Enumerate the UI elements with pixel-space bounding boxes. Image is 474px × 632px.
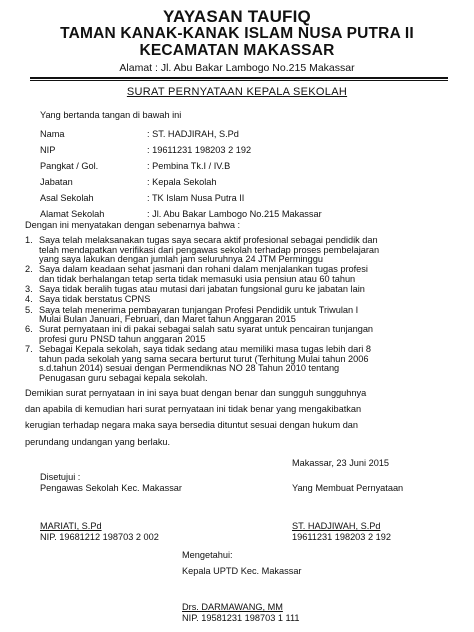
declarant-nip: 19611231 198203 2 192	[292, 532, 391, 542]
closing-line: Demikian surat pernyataan in ini saya buat dengan benar dan sungguh sungguhnya	[25, 388, 367, 398]
field-label-pangkat: Pangkat / Gol.	[40, 161, 99, 171]
supervisor-name: MARIATI, S.Pd	[40, 521, 102, 531]
field-value-jabatan: : Kepala Sekolah	[147, 177, 217, 187]
closing-line: kerugian terhadap negara maka saya bersedia dituntut sesuai dengan hukum dan	[25, 420, 359, 431]
field-label-nama: Nama	[40, 129, 65, 139]
acknowledge-prefix: Mengetahui:	[182, 550, 233, 560]
org-name: YAYASAN TAUFIQ	[163, 7, 311, 26]
list-item-number: 2.	[25, 264, 33, 275]
list-item-number: 3.	[25, 284, 33, 295]
list-item	[25, 236, 445, 265]
letterhead-address: Alamat : Jl. Abu Bakar Lambogo No.215 Makassar	[119, 62, 355, 74]
uptd-head-name: Drs. DARMAWANG, MM	[182, 602, 283, 612]
uptd-head-role: Kepala UPTD Kec. Makassar	[182, 566, 302, 576]
field-value-pangkat: : Pembina Tk.I / IV.B	[147, 161, 231, 171]
field-label-alamat-sekolah: Alamat Sekolah	[40, 209, 105, 219]
field-label-nip: NIP	[40, 145, 56, 155]
list-item	[25, 265, 445, 284]
list-line: s.d.tahun 2014) sesuai dengan Permendiknas NO 28 Tahun 2010 tentang	[39, 363, 340, 374]
list-item	[25, 325, 445, 344]
list-line: Surat pernyataan ini di pakai sebagai salah satu syarat untuk pencairan tunjangan	[39, 324, 374, 335]
field-value-asal-sekolah: : TK Islam Nusa Putra II	[147, 193, 245, 203]
field-value-nama: : ST. HADJIRAH, S.Pd	[147, 129, 239, 139]
field-label-jabatan: Jabatan	[40, 177, 73, 187]
intro-text: Yang bertanda tangan di bawah ini	[40, 110, 182, 120]
list-line: Saya tidak berstatus CPNS	[39, 294, 151, 305]
field-label-asal-sekolah: Asal Sekolah	[40, 193, 94, 203]
field-value-nip: : 19611231 198203 2 192	[147, 145, 252, 155]
letterhead-rule-thin	[30, 80, 448, 81]
list-item-number: 1.	[25, 235, 33, 245]
list-line: dan tidak berhalangan tetap serta tidak memasuki usia pensiun atau 60 tahun	[39, 273, 356, 284]
supervisor-nip: NIP. 19681212 198703 2 002	[40, 532, 159, 542]
list-item-number: 6.	[25, 324, 33, 335]
list-line: Penugasan guru sebagai kepala sekolah.	[39, 372, 208, 383]
district-name: KECAMATAN MAKASSAR	[139, 42, 335, 59]
list-item	[25, 295, 445, 305]
declarant-role: Yang Membuat Pernyataan	[292, 483, 404, 493]
school-name: TAMAN KANAK-KANAK ISLAM NUSA PUTRA II	[60, 25, 414, 42]
statement-intro: Dengan ini menyatakan dengan sebenarnya bahwa :	[25, 220, 241, 230]
list-item	[25, 306, 445, 325]
declarant-name: ST. HADJIWAH, S.Pd	[292, 521, 381, 531]
uptd-head-nip: NIP. 19581231 198703 1 111	[182, 613, 300, 623]
list-line: yang saya lakukan dengan jumlah jam seluruhnya 24 JTM Perminggu	[39, 254, 323, 265]
approval-prefix: Disetujui :	[40, 472, 81, 482]
list-line: profesi guru PNSD tahun anggaran 2015	[39, 333, 206, 344]
list-line: Saya telah menerima pembayaran tunjangan Profesi Pendidik untuk Triwulan I	[39, 304, 359, 315]
list-line: tahun pada sekolah yang sama secara berturut turut (Terhitung Mulai tahun 2006	[39, 353, 369, 364]
supervisor-role: Pengawas Sekolah Kec. Makassar	[40, 483, 182, 493]
closing-line: dan apabila di kemudian hari surat pernyataan ini tidak benar yang mengakibatkan	[25, 404, 362, 415]
list-line: Sebagai Kepala sekolah, saya tidak sedang atau memiliki masa tugas lebih dari 8	[39, 344, 371, 355]
list-line: telah mendapatkan verifikasi dari pengawas sekolah terhadap proses pembelajaran	[39, 244, 380, 255]
list-item-number: 5.	[25, 304, 33, 315]
closing-paragraph	[25, 385, 450, 450]
closing-line: perundang undangan yang berlaku.	[25, 436, 171, 447]
list-item-number: 7.	[25, 344, 33, 355]
list-line: Saya tidak beralih tugas atau mutasi dari jabatan fungsional guru ke jabatan lain	[39, 284, 365, 295]
list-item-number: 4.	[25, 294, 33, 305]
list-line: Mulai Bulan Januari, Februari, dan Maret tahun Anggaran 2015	[39, 314, 296, 325]
statement-list	[25, 236, 445, 384]
field-value-alamat-sekolah: : Jl. Abu Bakar Lambogo No.215 Makassar	[147, 209, 322, 219]
letterhead-rule-thick	[30, 77, 448, 79]
document-title: SURAT PERNYATAAN KEPALA SEKOLAH	[126, 86, 348, 98]
place-date: Makassar, 23 Juni 2015	[292, 458, 390, 468]
list-line: Saya telah melaksanakan tugas saya secara aktif profesional sebagai pendidik dan	[39, 235, 378, 245]
list-item	[25, 345, 445, 383]
list-line: Saya dalam keadaan sehat jasmani dan rohani dalam menjalankan tugas profesi	[39, 264, 368, 275]
list-item	[25, 285, 445, 295]
